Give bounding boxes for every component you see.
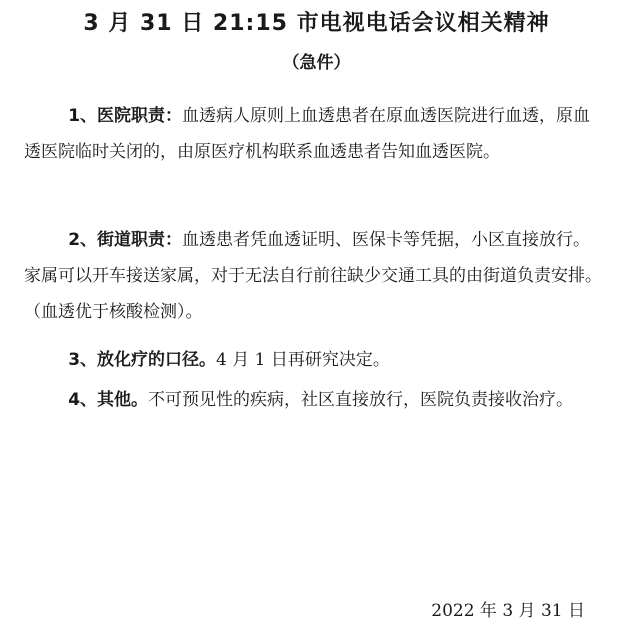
section-street-duties (24, 222, 604, 330)
section-heading: 2、街道职责： (68, 230, 183, 250)
section-body: 血透病人原则上血透患者在原血透医院进行血透，原血透医院临时关闭的，由原医疗机构联系血透患者告知血透医院。 (24, 106, 591, 162)
document-title: 3 月 31 日 21:15 市电视电话会议相关精神 (83, 11, 550, 36)
section-body: 4 月 1 日再研究决定。 (216, 350, 390, 370)
section-heading: 1、医院职责： (68, 106, 183, 126)
section-other (24, 382, 604, 418)
section-hospital-duties (24, 98, 604, 170)
section-heading: 3、放化疗的口径。 (68, 350, 217, 370)
document-subtitle: （急件） (282, 53, 351, 73)
section-body: 血透患者凭血透证明、医保卡等凭据，小区直接放行。家属可以开车接送家属，对于无法自行前往缺少交通工具的由街道负责安排。（血透优于核酸检测）。 (24, 230, 602, 322)
section-heading: 4、其他。 (68, 390, 149, 410)
section-body: 不可预见性的疾病，社区直接放行，医院负责接收治疗。 (148, 390, 574, 410)
document-date: 2022 年 3 月 31 日 (431, 601, 585, 621)
section-chemo-radiotherapy (24, 342, 604, 378)
